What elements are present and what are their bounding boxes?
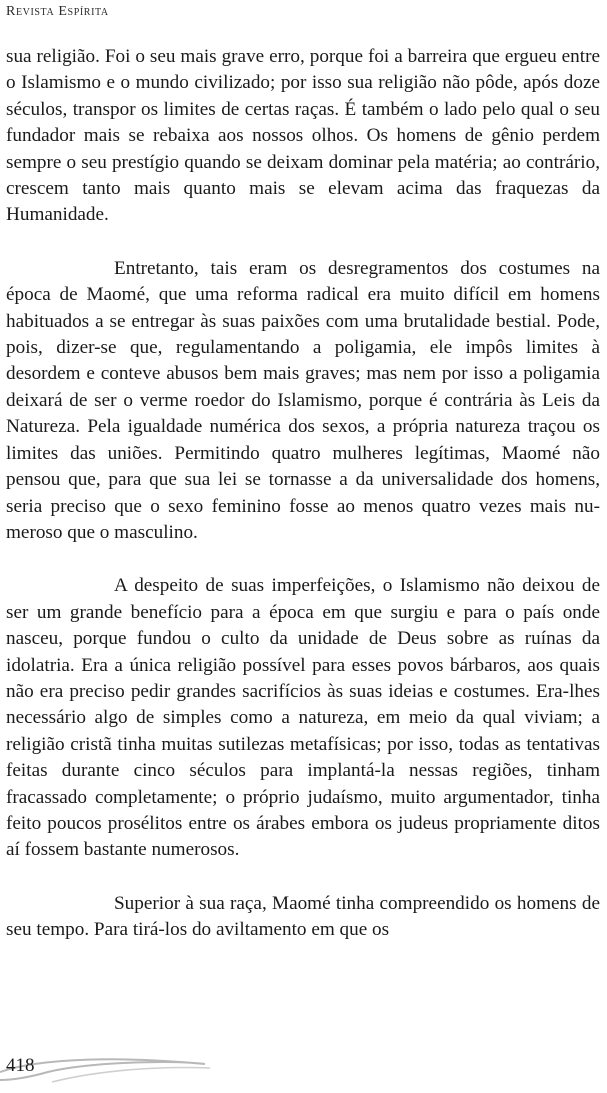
page-number: 418 xyxy=(6,1055,35,1076)
body-text xyxy=(6,44,600,944)
page-footer xyxy=(0,1050,607,1090)
running-header: Revista Espírita xyxy=(6,4,109,19)
paragraph: sua religião. Foi o seu mais grave erro, porque foi a barreira que ergueu entre o Islamismo e o mundo civilizado; por isso sua religião não pôde, após doze séculos, transpor os limites de certas raças. É também o lado pelo qual o seu fundador mais se rebaixa aos nossos olhos. Os homens de gênio perdem sempre o seu prestígio quando se deixam dominar pela matéria; ao contrário, crescem tanto mais quanto mais se elevam acima das fraquezas da Humanidade. xyxy=(6,46,600,226)
paragraph: Superior à sua raça, Maomé tinha compreendido os homens de seu tempo. Para tirá-los do aviltamento em que os xyxy=(6,892,600,941)
paragraph: Entretanto, tais eram os desregramentos dos costumes na época de Maomé, que uma reforma radical era muito difícil em homens habituados a se entregar às suas paixões com uma brutalidade bestial. Pode, pois, dizer-se que, regulamentando a poligamia, ele impôs limites à desordem e conteve abusos bem mais graves; mas nem por isso a poligamia deixará de ser o verme roedor do Islamismo, porque é contrária às Leis da Natureza. Pela igualdade numérica dos sexos, a própria natureza traçou os limites das uniões. Permitindo quatro mulheres legítimas, Maomé não pensou que, para que sua lei se tornasse a da universalidade dos homens, seria preciso que o sexo feminino fosse ao menos quatro vezes mais numeroso que o masculino. xyxy=(6,257,600,543)
paragraph: A despeito de suas imperfeições, o Islamismo não deixou de ser um grande benefício para a época em que surgiu e para o país onde nasceu, porque fundou o culto da unidade de Deus sobre as ruínas da idolatria. Era a única religião possível para esses povos bárbaros, aos quais não era preciso pedir grandes sacrifícios às suas ideias e costumes. Era-lhes necessário algo de simples como a natureza, em meio da qual viviam; a religião cristã tinha muitas sutilezas metafísicas; por isso, todas as tentativas feitas durante cinco séculos para implantá-la nessas regiões, tinham fracassado completamente; o próprio judaísmo, muito argumentador, tinha feito poucos prosélitos entre os árabes embora os judeus propriamente ditos aí fossem bastante numerosos. xyxy=(6,575,600,861)
